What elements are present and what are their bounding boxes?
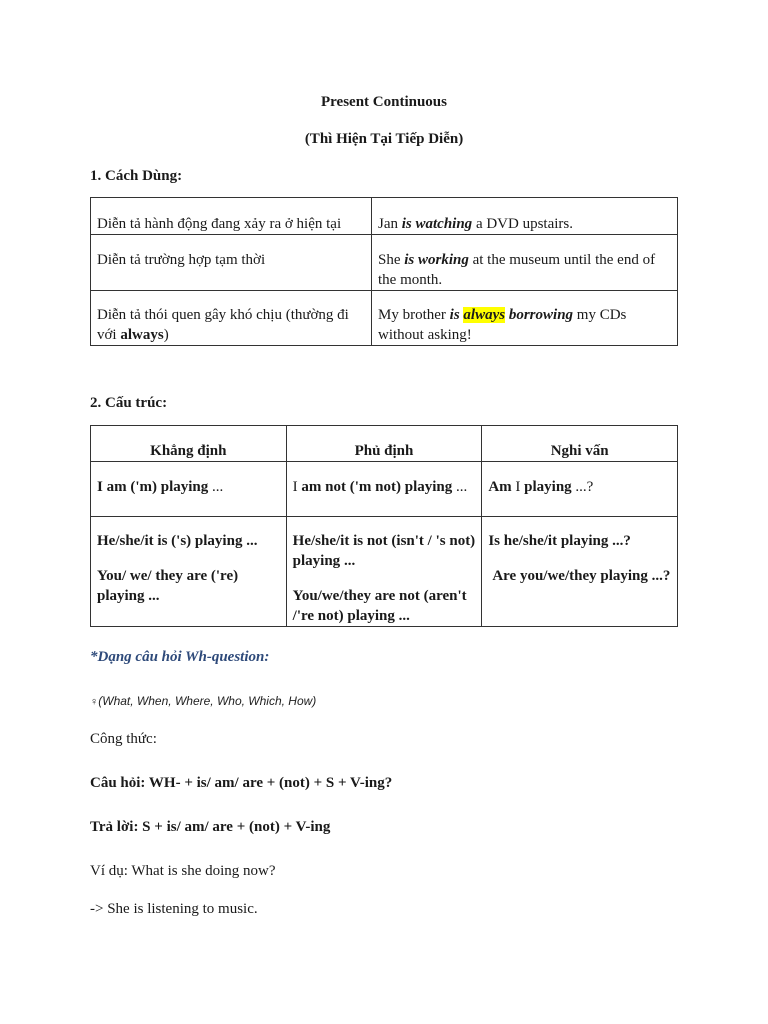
formula-label: Công thức:	[90, 731, 157, 747]
usage-text: Diễn tả trường hợp tạm thời	[97, 252, 266, 268]
page-title: Present Continuous	[321, 94, 447, 110]
usage-cell	[91, 291, 372, 346]
structure-text: ...	[452, 479, 468, 495]
table-row	[91, 517, 678, 627]
answer-formula: Trả lời: S + is/ am/ are + (not) + V-ing	[90, 819, 331, 835]
example-text: a DVD upstairs.	[472, 216, 574, 232]
header-affirmative: Khẳng định	[91, 426, 287, 462]
structure-text: He/she/it	[97, 533, 158, 549]
structure-text: you/we/they	[516, 568, 601, 584]
structure-text: ...	[340, 553, 356, 569]
structure-text: He/she/it	[292, 533, 354, 549]
structure-line	[97, 566, 280, 606]
structure-bold: Is	[488, 533, 500, 549]
structure-line	[293, 586, 476, 626]
structure-line	[293, 531, 476, 571]
structure-bold: are not (aren't /'re not) playing	[292, 588, 467, 624]
example-cell	[372, 291, 678, 346]
structure-table	[90, 425, 678, 627]
question-formula: Câu hỏi: WH- + is/ am/ are + (not) + S + V-ing?	[90, 775, 393, 791]
usage-text: )	[163, 327, 169, 343]
usage-text: Diễn tả thói quen gây khó chịu (thường đi với	[97, 307, 349, 343]
example-text: my CDs without asking!	[378, 307, 627, 343]
example-answer: -> She is listening to music.	[90, 901, 258, 917]
example-verb: is working	[404, 252, 469, 268]
structure-line	[97, 531, 280, 551]
example-verb: is watching	[401, 216, 473, 232]
affirmative-cell	[91, 517, 287, 627]
structure-bold: is not (isn't / 's not) playing	[292, 533, 476, 569]
structure-text: I	[292, 479, 302, 495]
wh-words: (What, When, Where, Who, Which, How)	[98, 694, 317, 708]
structure-bold: Are	[492, 568, 517, 584]
structure-line	[488, 531, 671, 551]
structure-bold: am not ('m not) playing	[301, 479, 453, 495]
section-usage-heading: 1. Cách Dùng:	[90, 168, 183, 184]
wh-words-line	[90, 694, 316, 708]
example-verb: borrowing	[505, 307, 574, 323]
structure-text: ...?	[647, 568, 671, 584]
structure-text: ...	[144, 588, 160, 604]
table-header-row	[91, 426, 678, 462]
structure-text: ...	[394, 608, 410, 624]
usage-table	[90, 197, 678, 346]
section-structure-heading: 2. Cấu trúc:	[90, 395, 168, 411]
wh-question-heading: *Dạng câu hỏi Wh-question:	[90, 649, 270, 665]
structure-bold: are ('re) playing	[97, 568, 239, 604]
structure-bold: Am	[488, 479, 512, 495]
question-cell	[482, 517, 678, 627]
usage-cell	[91, 235, 372, 291]
structure-line	[488, 566, 671, 586]
example-text: Jan	[378, 216, 402, 232]
structure-bold: I am ('m) playing	[97, 479, 209, 495]
affirmative-cell	[91, 462, 287, 517]
example-verb: is	[449, 307, 464, 323]
highlighted-keyword: always	[463, 307, 506, 323]
bullet-icon: ♀	[90, 696, 99, 708]
table-row	[91, 462, 678, 517]
header-question: Nghi vấn	[482, 426, 678, 462]
page-subtitle: (Thì Hiện Tại Tiếp Diễn)	[304, 131, 464, 147]
header-negative: Phủ định	[286, 426, 482, 462]
structure-text: ...	[208, 479, 224, 495]
example-text: at the museum until the end of the month.	[378, 252, 656, 288]
example-cell	[372, 235, 678, 291]
structure-text: ...?	[608, 533, 631, 549]
structure-text: You/we/they	[292, 588, 375, 604]
negative-cell	[286, 517, 482, 627]
structure-text: You/ we/ they	[97, 568, 187, 584]
structure-text: ...?	[571, 479, 594, 495]
table-row	[91, 198, 678, 235]
negative-cell	[286, 462, 482, 517]
structure-bold: is ('s) playing	[157, 533, 243, 549]
question-cell	[482, 462, 678, 517]
table-row	[91, 235, 678, 291]
example-cell	[372, 198, 678, 235]
usage-keyword: always	[120, 327, 164, 343]
structure-bold: playing	[560, 533, 609, 549]
usage-cell	[91, 198, 372, 235]
structure-text: ...	[242, 533, 258, 549]
structure-bold: playing	[600, 568, 648, 584]
example-text: My brother	[378, 307, 450, 323]
structure-text: I	[511, 479, 525, 495]
example-text: She	[378, 252, 405, 268]
structure-text: he/she/it	[500, 533, 561, 549]
structure-bold: playing	[524, 479, 572, 495]
usage-text: Diễn tả hành động đang xảy ra ở hiện tại	[97, 216, 342, 232]
example-question: Ví dụ: What is she doing now?	[90, 863, 276, 879]
table-row	[91, 291, 678, 346]
